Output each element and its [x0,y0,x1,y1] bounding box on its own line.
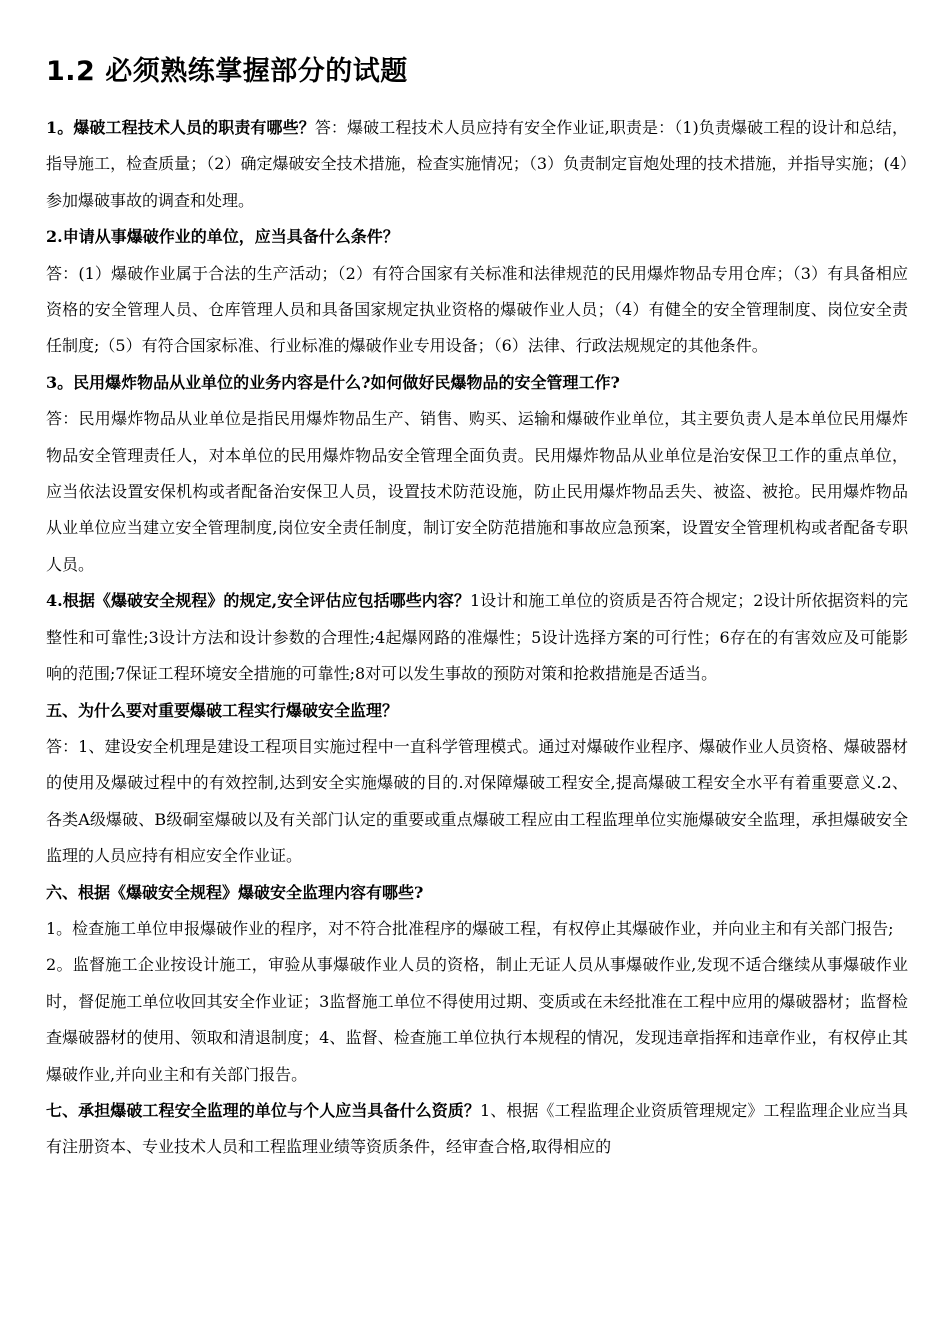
paragraph-q4 [46,583,908,692]
answer-text: 答：(1）爆破作业属于合法的生产活动；（2）有符合国家有关标准和法律规范的民用爆炸物品专用仓库；（3）有具备相应资格的安全管理人员、仓库管理人员和具备国家规定执业资格的爆破作业人员；（4）有健全的安全管理制度、岗位安全责任制度;（5）有符合国家标准、行业标准的爆破作业专用设备；（6）法律、行政法规规定的其他条件。 [46,263,908,356]
question-text: 七、承担爆破工程安全监理的单位与个人应当具备什么资质？ [46,1100,480,1120]
document-page [46,52,908,1166]
answer-text: 答：民用爆炸物品从业单位是指民用爆炸物品生产、销售、购买、运输和爆破作业单位，其主要负责人是本单位民用爆炸物品安全管理责任人，对本单位的民用爆炸物品安全管理全面负责。民用爆炸物品从业单位是治安保卫工作的重点单位，应当依法设置安保机构或者配备治安保卫人员，设置技术防范设施，防止民用爆炸物品丢失、被盗、被抢。民用爆炸物品从业单位应当建立安全管理制度,岗位安全责任制度，制订安全防范措施和事故应急预案，设置安全管理机构或者配备专职人员。 [46,409,908,574]
answer-text: 1设计和施工单位的资质是否符合规定；2设计所依据资料的完整性和可靠性;3设计方法和设计参数的合理性;4起爆网路的准爆性；5设计选择方案的可行性；6存在的有害效应及可能影响的范围;7保证工程环境安全措施的可靠性;8对可以发生事故的预防对策和抢救措施是否适当。 [46,591,908,684]
paragraph-q6 [46,875,908,911]
answer-text: 1。检查施工单位申报爆破作业的程序，对不符合批准程序的爆破工程，有权停止其爆破作业，并向业主和有关部门报告; [46,918,894,938]
paragraph-q5 [46,693,908,729]
question-text: 六、根据《爆破安全规程》爆破安全监理内容有哪些? [46,882,424,902]
paragraph-q2 [46,219,908,255]
paragraph-a5 [46,729,908,875]
question-text: 2.申请从事爆破作业的单位，应当具备什么条件？ [46,227,399,247]
answer-text: 1、根据《工程监理企业资质管理规定》工程监理企业应当具有注册资本、专业技术人员和工程监理业绩等资质条件，经审查合格,取得相应的 [46,1100,908,1157]
question-text: 五、为什么要对重要爆破工程实行爆破安全监理？ [46,700,399,720]
answer-text: 答：1、建设安全机理是建设工程项目实施过程中一直科学管理模式。通过对爆破作业程序、爆破作业人员资格、爆破器材的使用及爆破过程中的有效控制,达到安全实施爆破的目的.对保障爆破工程安全,提高爆破工程安全水平有着重要意义.2、各类A级爆破、B级硐室爆破以及有关部门认定的重要或重点爆破工程应由工程监理单位实施爆破安全监理，承担爆破安全监理的人员应持有相应安全作业证。 [46,736,908,866]
question-text: 1。爆破工程技术人员的职责有哪些？ [46,118,315,137]
answer-text: 答：爆破工程技术人员应持有安全作业证,职责是：（1)负责爆破工程的设计和总结，指导施工，检查质量；（2）确定爆破安全技术措施，检查实施情况；（3）负责制定盲炮处理的技术措施，并指导实施；(4）参加爆破事故的调查和处理。 [46,118,908,210]
paragraph-q3 [46,365,908,401]
paragraph-a2 [46,256,908,365]
question-text: 4.根据《爆破安全规程》的规定,安全评估应包括哪些内容？ [46,591,470,611]
paragraph-q7 [46,1093,908,1166]
paragraph-q1 [46,110,908,219]
document-title: 1.2 必须熟练掌握部分的试题 [46,56,408,87]
answer-text: 2。监督施工企业按设计施工，审验从事爆破作业人员的资格，制止无证人员从事爆破作业,发现不适合继续从事爆破作业时，督促施工单位收回其安全作业证；3监督施工单位不得使用过期、变质或在未经批准在工程中应用的爆破器材；监督检查爆破器材的使用、领取和清退制度；4、监督、检查施工单位执行本规程的情况，发现违章指挥和违章作业，有权停止其爆破作业,并向业主和有关部门报告。 [46,955,908,1084]
paragraph-a3 [46,401,908,583]
paragraph-a6-2 [46,947,908,1093]
question-text: 3。民用爆炸物品从业单位的业务内容是什么?如何做好民爆物品的安全管理工作? [46,372,620,392]
paragraph-a6-1 [46,911,908,947]
